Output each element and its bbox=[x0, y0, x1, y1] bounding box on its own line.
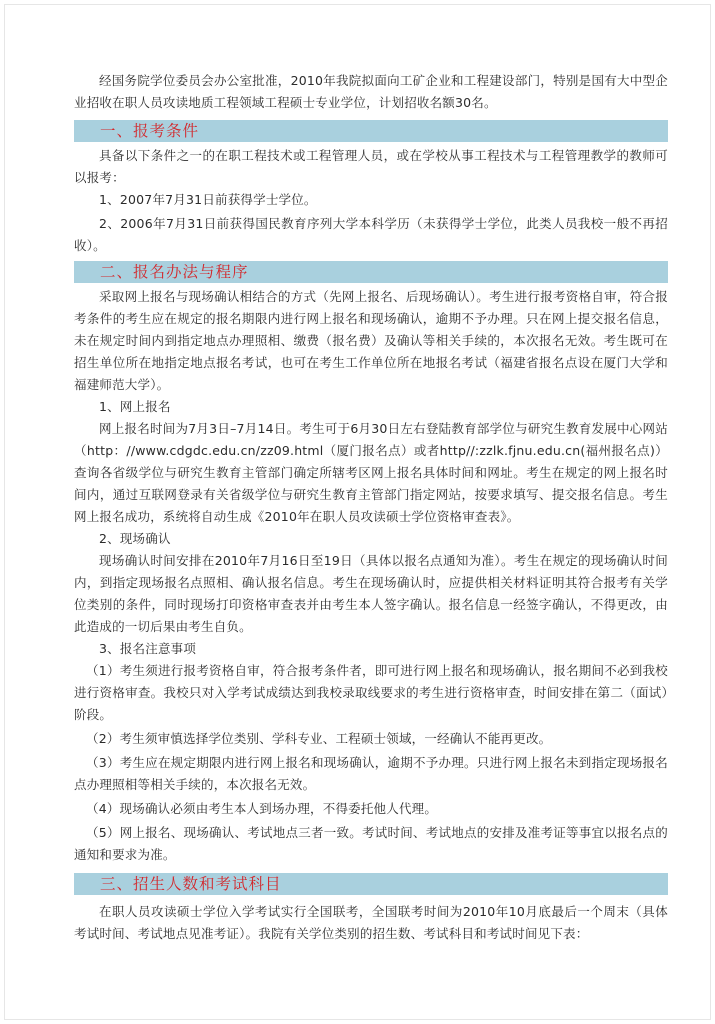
notes-title: 3、报名注意事项 bbox=[99, 641, 197, 656]
document-body bbox=[74, 70, 668, 945]
section-heading-3: 三、招生人数和考试科目 bbox=[74, 873, 668, 895]
note-item-4: （4）现场确认必须由考生本人到场办理，不得委托他人代理。 bbox=[86, 801, 438, 816]
section1-item-2: 2、2006年7月31日前获得国民教育序列大学本科学历（未获得学士学位，此类人员我校一般不再招收）。 bbox=[74, 216, 668, 253]
section3-text: 在职人员攻读硕士学位入学考试实行全国联考，全国联考时间为2010年10月底最后一个周末（具体考试时间、考试地点见准考证）。我院有关学位类别的招生数、考试科目和考试时间见下表： bbox=[74, 904, 668, 941]
section1-lead: 具备以下条件之一的在职工程技术或工程管理人员，或在学校从事工程技术与工程管理教学的教师可以报考： bbox=[74, 148, 668, 185]
online-registration-title: 1、网上报名 bbox=[99, 399, 171, 414]
section2-lead: 采取网上报名与现场确认相结合的方式（先网上报名、后现场确认）。考生进行报考资格自审，符合报考条件的考生应在规定的报名期限内进行网上报名和现场确认，逾期不予办理。只在网上提交报名信息，未在规定时间内到指定地点办理照相、缴费（报名费）及确认等相关手续的，本次报名无效。考生既可在招生单位所在地指定地点报名考试，也可在考生工作单位所在地报名考试（福建省报名点设在厦门大学和福建师范大学）。 bbox=[74, 289, 668, 392]
onsite-confirmation-title: 2、现场确认 bbox=[99, 531, 171, 546]
section1-item-1: 1、2007年7月31日前获得学士学位。 bbox=[99, 192, 317, 207]
intro-paragraph: 经国务院学位委员会办公室批准，2010年我院拟面向工矿企业和工程建设部门，特别是国有大中型企业招收在职人员攻读地质工程领域工程硕士专业学位，计划招收名额30名。 bbox=[74, 73, 668, 110]
note-item-5: （5）网上报名、现场确认、考试地点三者一致。考试时间、考试地点的安排及准考证等事宜以报名点的通知和要求为准。 bbox=[74, 825, 668, 862]
online-registration-text: 网上报名时间为7月3日–7月14日。考生可于6月30日左右登陆教育部学位与研究生教育发展中心网站（http：//www.cdgdc.edu.cn/zz09.html（厦门报名点）或者http//:zzlk.fjnu.edu.cn(福州报名点)）查询各省级学位与研究生教育主管部门确定所辖考区网上报名具体时间和网址。考生在规定的网上报名时间内，通过互联网登录有关省级学位与研究生教育主管部门指定网站，按要求填写、提交报名信息。考生网上报名成功，系统将自动生成《2010年在职人员攻读硕士学位资格审查表》。 bbox=[74, 421, 668, 524]
note-item-3: （3）考生应在规定期限内进行网上报名和现场确认，逾期不予办理。只进行网上报名未到指定现场报名点办理照相等相关手续的，本次报名无效。 bbox=[74, 755, 668, 792]
note-item-1: （1）考生须进行报考资格自审，符合报考条件者，即可进行网上报名和现场确认，报名期间不必到我校进行资格审查。我校只对入学考试成绩达到我校录取线要求的考生进行资格审查，时间安排在第二（面试）阶段。 bbox=[74, 663, 668, 722]
onsite-confirmation-text: 现场确认时间安排在2010年7月16日至19日（具体以报名点通知为准）。考生在规定的现场确认时间内，到指定现场报名点照相、确认报名信息。考生在现场确认时，应提供相关材料证明其符合报考有关学位类别的条件，同时现场打印资格审查表并由考生本人签字确认。报名信息一经签字确认，不得更改，由此造成的一切后果由考生自负。 bbox=[74, 553, 668, 634]
section-heading-2: 二、报名办法与程序 bbox=[74, 261, 668, 283]
section-heading-1: 一、报考条件 bbox=[74, 120, 668, 142]
note-item-2: （2）考生须审慎选择学位类别、学科专业、工程硕士领域，一经确认不能再更改。 bbox=[86, 731, 552, 746]
